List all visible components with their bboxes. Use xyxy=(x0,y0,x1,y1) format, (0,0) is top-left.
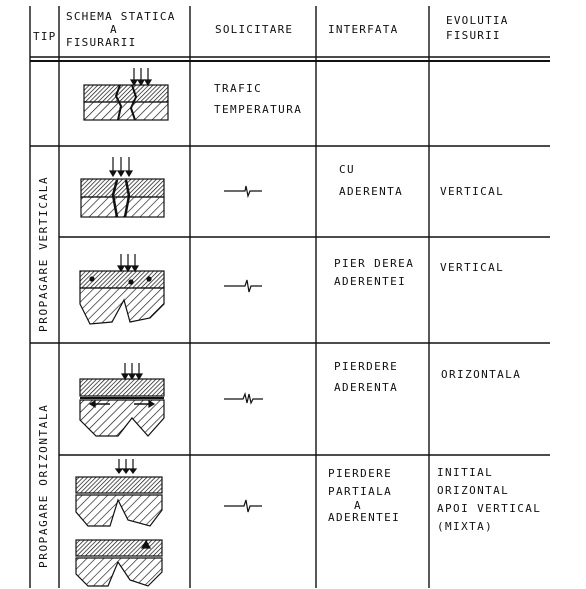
row2-evolutia: VERTICAL xyxy=(440,185,505,198)
row4-interfata-line1: PIERDERE xyxy=(334,360,399,373)
row5-evolutia-line2: ORIZONTAL xyxy=(437,484,510,497)
row5-interfata-line1: PIERDERE xyxy=(328,467,393,480)
row3-interfata-line1: PIER DEREA xyxy=(334,257,415,270)
schematic-row2 xyxy=(81,157,164,217)
row5-evolutia-line3: APOI VERTICAL xyxy=(437,502,542,515)
row5-evolutia-line1: INITIAL xyxy=(437,466,494,479)
header-schema-line1: SCHEMA STATICA xyxy=(66,10,176,23)
header-schema-line3: FISURARII xyxy=(66,36,137,49)
schematic-row5 xyxy=(76,459,162,586)
header-evolutia-line1: EVOLUTIA xyxy=(446,14,509,27)
header-interfata: INTERFATA xyxy=(328,23,399,36)
row4-evolutia: ORIZONTALA xyxy=(441,368,522,381)
row5-interfata-line4: ADERENTEI xyxy=(328,511,401,524)
row3-interfata-line2: ADERENTEI xyxy=(334,275,407,288)
solicitare-symbols xyxy=(224,186,263,512)
row2-interfata-line2: ADERENTA xyxy=(339,185,404,198)
row1-solicitare-line1: TRAFIC xyxy=(214,82,263,95)
schematic-row3 xyxy=(80,254,164,324)
row5-interfata-line2: PARTIALA xyxy=(328,485,393,498)
group-label-orizontal: PROPAGARE ORIZONTALA xyxy=(37,403,50,568)
header-schema-line2: A xyxy=(110,23,118,36)
schematic-row1 xyxy=(84,68,168,120)
header-evolutia-line2: FISURII xyxy=(446,29,501,42)
row5-interfata-line3: A xyxy=(354,499,363,512)
row3-evolutia: VERTICAL xyxy=(440,261,505,274)
schematic-row4 xyxy=(80,363,164,436)
row5-evolutia-line4: (MIXTA) xyxy=(437,520,494,533)
row1-solicitare-line2: TEMPERATURA xyxy=(214,103,303,116)
header-tip: TIP xyxy=(33,30,57,43)
group-label-vertical: PROPAGARE VERTICALA xyxy=(37,175,50,332)
row2-interfata-line1: CU xyxy=(339,163,356,176)
row4-interfata-line2: ADERENTA xyxy=(334,381,399,394)
header-solicitare: SOLICITARE xyxy=(215,23,294,36)
